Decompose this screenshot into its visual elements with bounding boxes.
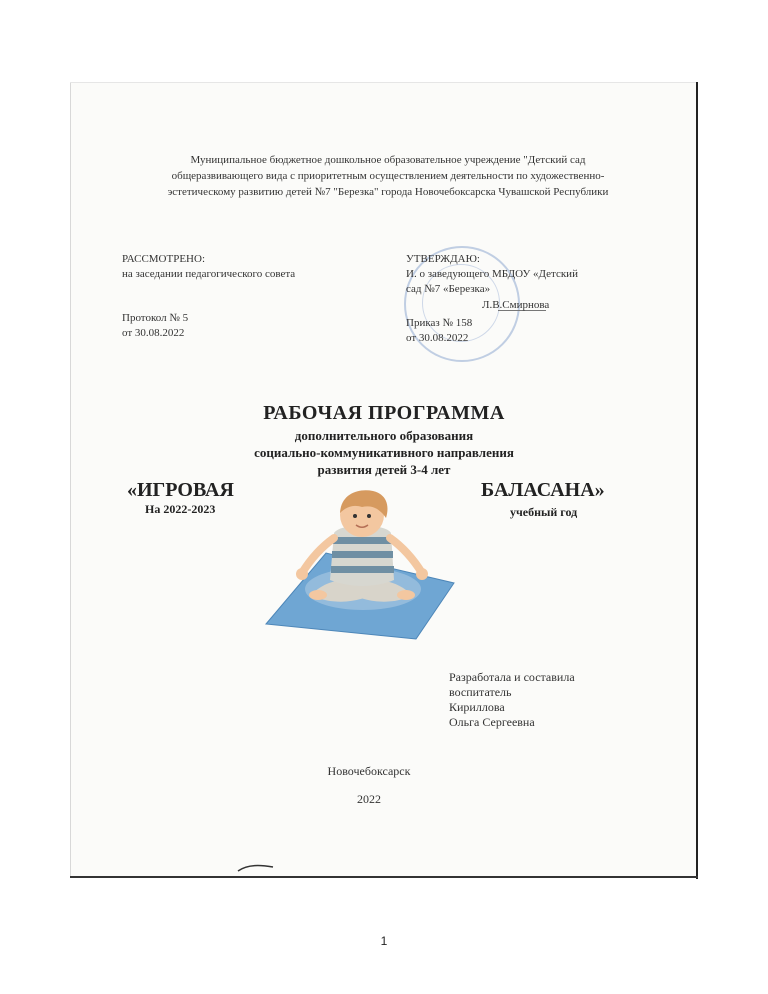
review-block: [122, 252, 295, 282]
right-hand: [416, 568, 428, 580]
approval-heading: УТВЕРЖДАЮ:: [406, 253, 480, 265]
program-name-right: БАЛАСАНА»: [481, 479, 605, 501]
subtitle-line-2: социально-коммуникативного направления: [254, 445, 514, 460]
shirt-stripe-2: [332, 551, 393, 558]
shirt-stripe-1: [333, 537, 392, 544]
pen-mark: [238, 866, 273, 871]
review-heading: РАССМОТРЕНО:: [122, 253, 206, 265]
header-line-1: Муниципальное бюджетное дошкольное образовательное учреждение "Детский сад: [190, 154, 586, 166]
right-eye: [367, 514, 371, 518]
order-block: [406, 316, 586, 346]
approval-institution: сад №7 «Березка»: [406, 283, 491, 295]
scan-mark: [236, 858, 276, 876]
academic-year-right: учебный год: [510, 505, 578, 519]
protocol-number: Протокол № 5: [122, 312, 189, 324]
order-date: от 30.08.2022: [406, 332, 469, 344]
review-text: на заседании педагогического совета: [122, 268, 296, 280]
header-line-3: эстетическому развитию детей №7 "Березка" города Новочебоксарска Чувашской Республики: [167, 186, 609, 198]
scan-right-edge: [696, 82, 698, 879]
subtitle-line-3: развития детей 3-4 лет: [317, 462, 451, 477]
left-foot: [309, 590, 327, 600]
document-title: РАБОЧАЯ ПРОГРАММА: [263, 402, 505, 424]
document-year: 2022: [357, 792, 381, 806]
author-surname: Кириллова: [449, 700, 505, 714]
protocol-block: [122, 311, 188, 341]
city-name: Новочебоксарск: [327, 764, 411, 778]
scan-bottom-edge: [70, 876, 698, 878]
right-foot: [397, 590, 415, 600]
author-name: Ольга Сергеевна: [449, 715, 535, 729]
child-yoga-illustration: [262, 487, 462, 645]
approval-position: И. о заведующего МБДОУ «Детский: [406, 268, 578, 280]
subtitle-line-1: дополнительного образования: [294, 428, 474, 443]
author-role-line-1: Разработала и составила: [449, 670, 575, 684]
shirt-stripe-3: [331, 566, 394, 573]
protocol-date: от 30.08.2022: [122, 327, 185, 339]
approval-block: [406, 252, 616, 297]
right-arm: [390, 538, 422, 573]
program-name-left: «ИГРОВАЯ: [127, 479, 234, 501]
page-number: 1: [380, 934, 388, 948]
author-block: [449, 670, 575, 730]
scan-top-edge: [70, 82, 696, 83]
academic-year-left: На 2022-2023: [145, 502, 216, 516]
order-number: Приказ № 158: [406, 317, 473, 329]
left-eye: [353, 514, 357, 518]
signature-name: Л.В.Смирнова: [482, 299, 550, 311]
left-hand: [296, 568, 308, 580]
author-role-line-2: воспитатель: [449, 685, 512, 699]
institution-header: [108, 152, 668, 200]
header-line-2: общеразвивающего вида с приоритетным осуществлением деятельности по художественно-: [171, 170, 605, 182]
